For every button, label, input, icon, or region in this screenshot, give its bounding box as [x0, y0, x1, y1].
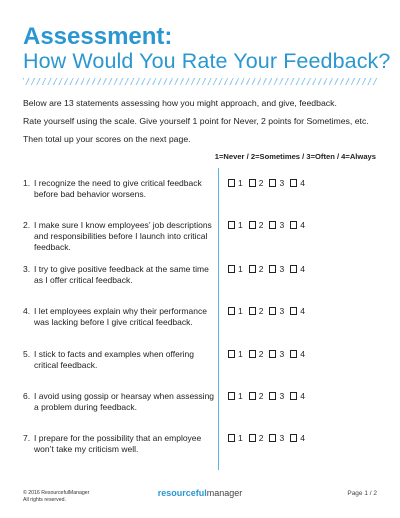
- rating-option-label: 3: [279, 349, 285, 359]
- decorative-divider: [23, 78, 377, 85]
- statement-number: 4.: [23, 306, 31, 316]
- rating-option-label: 2: [258, 349, 264, 359]
- rating-option-label: 1: [238, 264, 243, 274]
- rating-option-2[interactable]: [249, 178, 264, 188]
- checkbox-icon[interactable]: [228, 265, 235, 273]
- rating-option-label: 1: [238, 178, 243, 188]
- rating-option-1[interactable]: [228, 306, 243, 316]
- rating-options: [228, 349, 311, 359]
- rating-option-label: 3: [279, 178, 285, 188]
- statement-text: I make sure I know employees’ job descriptions and responsibilities before I launch into critical feedback.: [34, 220, 212, 253]
- intro-line-1: Below are 13 statements assessing how you might approach, and give, feedback.: [23, 98, 337, 108]
- rating-option-label: 1: [238, 433, 243, 443]
- rating-option-2[interactable]: [249, 349, 264, 359]
- rating-option-4[interactable]: [290, 349, 305, 359]
- rights-text: All rights reserved.: [23, 496, 66, 503]
- rating-options: [228, 391, 311, 401]
- rating-option-label: 1: [238, 306, 243, 316]
- checkbox-icon[interactable]: [290, 434, 297, 442]
- checkbox-icon[interactable]: [228, 179, 235, 187]
- rating-option-4[interactable]: [290, 220, 305, 230]
- checkbox-icon[interactable]: [228, 350, 235, 358]
- rating-option-label: 1: [238, 349, 243, 359]
- rating-option-4[interactable]: [290, 178, 305, 188]
- rating-option-2[interactable]: [249, 433, 264, 443]
- rating-option-label: 4: [300, 391, 305, 401]
- checkbox-icon[interactable]: [290, 392, 297, 400]
- statement-number: 1.: [23, 178, 31, 188]
- statement-text: I avoid using gossip or hearsay when assessing a problem during feedback.: [34, 391, 215, 413]
- rating-option-label: 4: [300, 349, 305, 359]
- checkbox-icon[interactable]: [228, 434, 235, 442]
- rating-option-4[interactable]: [290, 391, 305, 401]
- rating-option-label: 3: [279, 306, 285, 316]
- checkbox-icon[interactable]: [290, 307, 297, 315]
- statement-number: 7.: [23, 433, 31, 443]
- rating-option-2[interactable]: [249, 264, 264, 274]
- statement-text: I prepare for the possibility that an employee won’t take my criticism well.: [34, 433, 202, 455]
- rating-options: [228, 433, 311, 443]
- rating-option-label: 1: [238, 220, 243, 230]
- checkbox-icon[interactable]: [249, 350, 256, 358]
- statement-number: 6.: [23, 391, 31, 401]
- checkbox-icon[interactable]: [269, 265, 276, 273]
- footer-copyright: [23, 490, 89, 503]
- checkbox-icon[interactable]: [269, 221, 276, 229]
- rating-option-1[interactable]: [228, 220, 243, 230]
- rating-option-4[interactable]: [290, 433, 305, 443]
- intro-line-3: Then total up your scores on the next page.: [23, 134, 191, 144]
- rating-options: [228, 178, 311, 188]
- checkbox-icon[interactable]: [290, 265, 297, 273]
- checkbox-icon[interactable]: [249, 307, 256, 315]
- checkbox-icon[interactable]: [290, 350, 297, 358]
- rating-option-1[interactable]: [228, 264, 243, 274]
- rating-option-label: 4: [300, 178, 305, 188]
- rating-option-1[interactable]: [228, 178, 243, 188]
- rating-option-label: 4: [300, 433, 305, 443]
- intro-line-2: Rate yourself using the scale. Give yourself 1 point for Never, 2 points for Sometimes, etc.: [23, 116, 369, 126]
- rating-option-3[interactable]: [269, 391, 284, 401]
- rating-option-2[interactable]: [249, 220, 264, 230]
- statement-number: 3.: [23, 264, 31, 274]
- statement-number: 5.: [23, 349, 31, 359]
- statement-text: I stick to facts and examples when offering critical feedback.: [34, 349, 195, 371]
- checkbox-icon[interactable]: [249, 265, 256, 273]
- checkbox-icon[interactable]: [228, 392, 235, 400]
- rating-option-label: 3: [279, 220, 285, 230]
- scale-legend: 1=Never / 2=Sometimes / 3=Often / 4=Always: [214, 152, 376, 161]
- checkbox-icon[interactable]: [269, 392, 276, 400]
- rating-option-label: 4: [300, 306, 305, 316]
- checkbox-icon[interactable]: [249, 179, 256, 187]
- rating-option-4[interactable]: [290, 264, 305, 274]
- rating-option-label: 2: [258, 220, 264, 230]
- rating-option-label: 2: [258, 391, 264, 401]
- checkbox-icon[interactable]: [269, 179, 276, 187]
- checkbox-icon[interactable]: [228, 221, 235, 229]
- statement-text: I recognize the need to give critical feedback before bad behavior worsens.: [34, 178, 202, 200]
- rating-option-1[interactable]: [228, 433, 243, 443]
- rating-option-label: 2: [258, 178, 264, 188]
- checkbox-icon[interactable]: [290, 221, 297, 229]
- assessment-title: Assessment:: [23, 23, 173, 50]
- rating-option-label: 4: [300, 264, 305, 274]
- rating-option-1[interactable]: [228, 391, 243, 401]
- rating-option-label: 2: [258, 306, 264, 316]
- checkbox-icon[interactable]: [249, 221, 256, 229]
- rating-option-1[interactable]: [228, 349, 243, 359]
- rating-option-3[interactable]: [269, 306, 284, 316]
- rating-option-3[interactable]: [269, 433, 284, 443]
- checkbox-icon[interactable]: [249, 434, 256, 442]
- rating-option-label: 3: [279, 433, 285, 443]
- rating-options: [228, 264, 311, 274]
- rating-option-label: 3: [279, 391, 285, 401]
- rating-option-4[interactable]: [290, 306, 305, 316]
- checkbox-icon[interactable]: [269, 434, 276, 442]
- brand-logo: resourcefulmanager: [157, 488, 243, 498]
- rating-option-label: 2: [258, 433, 264, 443]
- rating-option-label: 2: [258, 264, 264, 274]
- checkbox-icon[interactable]: [249, 392, 256, 400]
- copyright-text: © 2016 ResourcefulManager: [23, 490, 90, 496]
- checkbox-icon[interactable]: [228, 307, 235, 315]
- rating-option-3[interactable]: [269, 220, 284, 230]
- assessment-subtitle: How Would You Rate Your Feedback?: [23, 49, 391, 73]
- rating-option-3[interactable]: [269, 264, 284, 274]
- rating-option-2[interactable]: [249, 391, 264, 401]
- checkbox-icon[interactable]: [269, 307, 276, 315]
- rating-options: [228, 220, 311, 230]
- rating-option-2[interactable]: [249, 306, 264, 316]
- page-number: Page 1 / 2: [347, 490, 377, 497]
- rating-option-label: 1: [238, 391, 243, 401]
- statement-text: I try to give positive feedback at the same time as I offer critical feedback.: [34, 264, 209, 286]
- rating-option-label: 4: [300, 220, 305, 230]
- statement-number: 2.: [23, 220, 31, 230]
- rating-option-3[interactable]: [269, 349, 284, 359]
- statement-text: I let employees explain why their performance was lacking before I give critical feedback.: [34, 306, 207, 328]
- checkbox-icon[interactable]: [290, 179, 297, 187]
- rating-options: [228, 306, 311, 316]
- rating-option-label: 3: [279, 264, 285, 274]
- checkbox-icon[interactable]: [269, 350, 276, 358]
- rating-option-3[interactable]: [269, 178, 284, 188]
